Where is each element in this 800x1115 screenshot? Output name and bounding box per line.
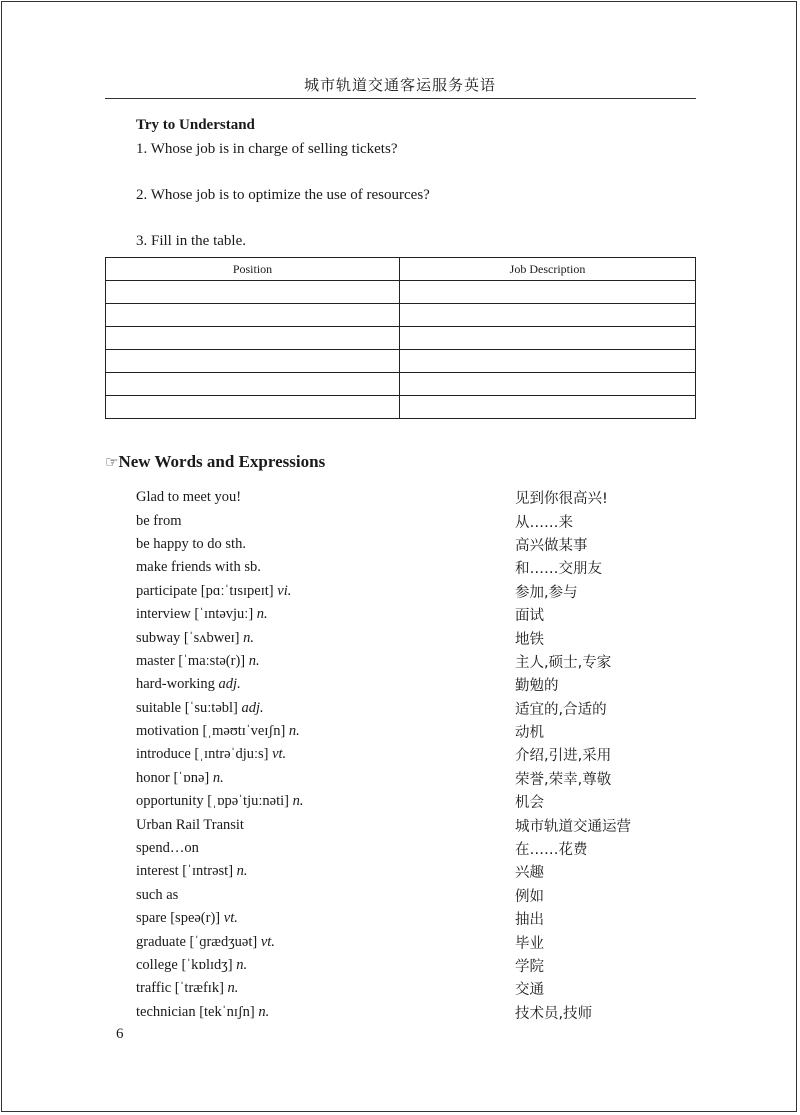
table-row xyxy=(106,281,696,304)
vocab-term: Glad to meet you! xyxy=(136,489,242,506)
vocab-term: introduce [ˌɪntrəˈdjuːs] xyxy=(136,746,269,763)
vocab-english xyxy=(136,840,515,857)
vocab-chinese: 荣誉,荣幸,尊敬 xyxy=(515,771,612,788)
vocab-chinese: 主人,硕士,专家 xyxy=(515,654,612,671)
new-words-title: New Words and Expressions xyxy=(118,452,326,471)
vocab-english xyxy=(136,746,515,763)
vocab-term: participate [pɑːˈtɪsɪpeɪt] xyxy=(136,582,274,599)
list-item xyxy=(136,907,696,930)
header-rule xyxy=(105,98,696,99)
vocab-english xyxy=(136,887,515,904)
vocab-chinese: 兴趣 xyxy=(515,865,544,882)
list-item xyxy=(136,790,696,813)
vocab-term: Urban Rail Transit xyxy=(136,816,244,833)
question-2: 2. Whose job is to optimize the use of resources? xyxy=(136,187,430,203)
table-row xyxy=(106,373,696,396)
vocab-term: make friends with sb. xyxy=(136,559,261,576)
vocab-chinese: 和……交朋友 xyxy=(515,561,602,578)
vocab-term: be happy to do sth. xyxy=(136,535,246,552)
vocab-english xyxy=(136,606,515,623)
vocab-english xyxy=(136,980,515,997)
vocab-term: hard-working xyxy=(136,676,215,693)
vocab-chinese: 毕业 xyxy=(515,935,544,952)
vocab-english xyxy=(136,700,515,717)
vocab-english xyxy=(136,676,515,693)
table-cell[interactable] xyxy=(106,327,400,350)
list-item xyxy=(136,509,696,532)
vocab-term: opportunity [ˌɒpəˈtjuːnəti] xyxy=(136,793,289,810)
table-cell[interactable] xyxy=(400,327,696,350)
vocab-term: graduate [ˈɡrædʒuət] xyxy=(136,933,258,950)
vocab-chinese: 参加,参与 xyxy=(515,584,578,601)
vocab-chinese: 面试 xyxy=(515,608,544,625)
list-item xyxy=(136,626,696,649)
list-item xyxy=(136,743,696,766)
vocab-term: suitable [ˈsuːtəbl] xyxy=(136,699,238,716)
pointing-hand-icon: ☞ xyxy=(105,455,119,471)
list-item xyxy=(136,837,696,860)
page-number: 6 xyxy=(116,1026,124,1042)
vocab-part-of-speech: vi. xyxy=(277,582,292,599)
vocabulary-list xyxy=(136,486,696,1024)
vocab-part-of-speech: vt. xyxy=(272,746,287,763)
list-item xyxy=(136,580,696,603)
vocab-term: motivation [ˌməʊtɪˈveɪʃn] xyxy=(136,723,286,740)
vocab-part-of-speech: adj. xyxy=(241,699,264,716)
vocab-english xyxy=(136,793,515,810)
vocab-part-of-speech: vt. xyxy=(260,933,275,950)
vocab-chinese: 学院 xyxy=(515,959,544,975)
table-row xyxy=(106,327,696,350)
vocab-english xyxy=(136,863,515,880)
list-item xyxy=(136,486,696,509)
table-cell[interactable] xyxy=(106,281,400,304)
vocab-part-of-speech: n. xyxy=(292,793,304,810)
vocab-part-of-speech: n. xyxy=(236,863,248,880)
table-row xyxy=(106,396,696,419)
vocab-part-of-speech: n. xyxy=(258,1003,270,1020)
vocab-term: honor [ˈɒnə] xyxy=(136,769,210,786)
vocab-english xyxy=(136,934,515,951)
vocab-english xyxy=(136,536,515,553)
list-item xyxy=(136,673,696,696)
header-position: Position xyxy=(106,258,400,281)
vocab-english xyxy=(136,583,515,600)
vocab-english xyxy=(136,957,515,974)
vocab-chinese: 勤勉的 xyxy=(515,678,559,695)
vocab-part-of-speech: n. xyxy=(256,606,268,623)
list-item xyxy=(136,884,696,907)
table-row xyxy=(106,350,696,373)
table-cell[interactable] xyxy=(106,304,400,327)
new-words-heading xyxy=(105,452,325,472)
list-item xyxy=(136,720,696,743)
vocab-chinese: 介绍,引进,采用 xyxy=(515,748,612,765)
vocab-english xyxy=(136,770,515,787)
list-item xyxy=(136,533,696,556)
vocab-chinese: 见到你很高兴! xyxy=(515,491,608,508)
vocab-english xyxy=(136,559,515,576)
vocab-term: subway [ˈsʌbweɪ] xyxy=(136,629,240,646)
vocab-term: spare [speə(r)] xyxy=(136,910,221,927)
table-cell[interactable] xyxy=(400,396,696,419)
vocab-chinese: 地铁 xyxy=(515,631,544,648)
list-item xyxy=(136,767,696,790)
list-item xyxy=(136,954,696,977)
vocab-part-of-speech: n. xyxy=(236,957,248,973)
vocab-english xyxy=(136,653,515,670)
list-item xyxy=(136,813,696,836)
table-cell[interactable] xyxy=(106,373,400,396)
vocab-english xyxy=(136,1004,515,1021)
table-cell[interactable] xyxy=(400,350,696,373)
list-item xyxy=(136,860,696,883)
vocab-chinese: 高兴做某事 xyxy=(515,537,588,554)
table-cell[interactable] xyxy=(400,281,696,304)
list-item xyxy=(136,1001,696,1024)
list-item xyxy=(136,603,696,626)
vocab-term: traffic [ˈtræfɪk] xyxy=(136,980,224,997)
question-1: 1. Whose job is in charge of selling tickets? xyxy=(136,141,398,157)
vocab-part-of-speech: n. xyxy=(212,769,224,786)
list-item xyxy=(136,556,696,579)
table-cell[interactable] xyxy=(400,373,696,396)
vocab-term: be from xyxy=(136,512,182,529)
vocab-chinese: 技术员,技师 xyxy=(515,1005,593,1022)
list-item xyxy=(136,930,696,953)
vocab-term: technician [tekˈnɪʃn] xyxy=(136,1003,255,1020)
position-table xyxy=(105,257,696,419)
list-item xyxy=(136,697,696,720)
header-job-description: Job Description xyxy=(400,258,696,281)
vocab-english xyxy=(136,723,515,740)
vocab-chinese: 从……来 xyxy=(515,514,573,531)
running-header: 城市轨道交通客运服务英语 xyxy=(303,78,496,94)
vocab-english xyxy=(136,513,515,530)
vocab-english xyxy=(136,489,515,506)
list-item xyxy=(136,650,696,673)
vocab-term: college [ˈkɒlɪdʒ] xyxy=(136,957,233,973)
vocab-term: spend…on xyxy=(136,840,199,857)
vocab-term: master [ˈmaːstə(r)] xyxy=(136,652,246,669)
vocab-term: interest [ˈɪntrəst] xyxy=(136,863,234,880)
vocab-chinese: 抽出 xyxy=(515,912,544,929)
table-header-row xyxy=(106,258,696,281)
vocab-english xyxy=(136,817,515,834)
list-item xyxy=(136,977,696,1000)
vocab-chinese: 例如 xyxy=(515,888,544,905)
vocab-chinese: 动机 xyxy=(515,725,544,742)
vocab-chinese: 交通 xyxy=(515,982,544,999)
vocab-chinese: 适宜的,合适的 xyxy=(515,701,607,718)
section-title: Try to Understand xyxy=(136,117,255,133)
table-cell[interactable] xyxy=(106,396,400,419)
vocab-part-of-speech: n. xyxy=(227,980,239,997)
vocab-term: interview [ˈɪntəvjuː] xyxy=(136,606,254,623)
table-row xyxy=(106,304,696,327)
vocab-chinese: 在……花费 xyxy=(515,842,588,859)
vocab-part-of-speech: n. xyxy=(243,629,254,646)
question-3: 3. Fill in the table. xyxy=(136,233,246,249)
table-cell[interactable] xyxy=(106,350,400,373)
table-cell[interactable] xyxy=(400,304,696,327)
vocab-part-of-speech: vt. xyxy=(223,910,238,927)
vocab-term: such as xyxy=(136,886,179,903)
vocab-part-of-speech: adj. xyxy=(218,676,241,693)
vocab-english xyxy=(136,910,515,927)
vocab-english xyxy=(136,630,515,647)
vocab-chinese: 机会 xyxy=(515,795,544,812)
vocab-part-of-speech: n. xyxy=(288,723,300,740)
vocab-part-of-speech: n. xyxy=(248,652,260,669)
vocab-chinese: 城市轨道交通运营 xyxy=(515,818,631,835)
